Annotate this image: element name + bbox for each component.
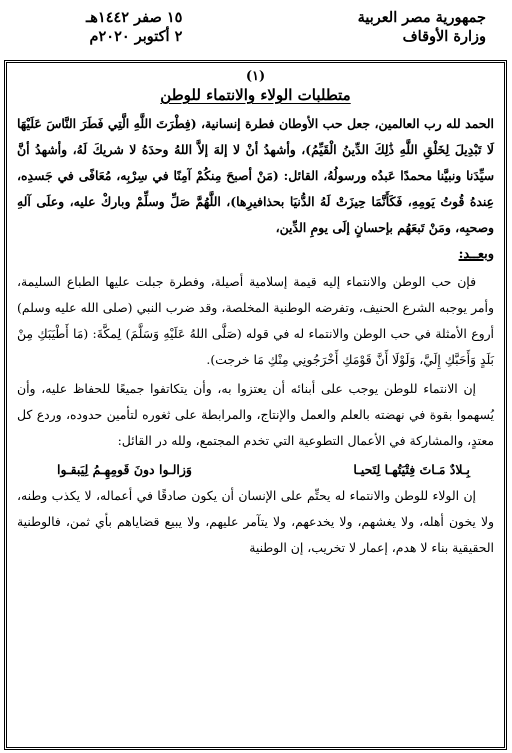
sermon-number: (١) <box>245 69 266 84</box>
hijri-date: ١٥ صفر ١٤٤٢هـ <box>86 9 183 26</box>
sermon-body <box>7 105 504 561</box>
paragraph-love-of-homeland: فإن حب الوطن والانتماء إليه قيمة إسلامية أصيلة، وفطرة جبلت عليها الطباع السليمة، وأمر يوجبه الشرع الحنيف، وتفرضه الوطنية المخلصة، وقد ضرب النبي (صلى الله عليه وسلم) أروع الأمثلة في حب الوطن والانتماء له في قوله (صَلَّى اللهُ عَلَيْهِ وَسَلَّمَ) لِمكَّةَ: (مَا أَطْيَبَكِ مِنْ بَلَدٍ وَأَحَبَّكِ إِلَيَّ، وَلَوْلَا أَنَّ قَوْمَكِ أَخْرَجُونِي مِنْكِ مَا خرجت). <box>17 274 494 367</box>
date-block <box>86 8 182 46</box>
sermon-title: متطلبات الولاء والانتماء للوطن <box>160 86 351 104</box>
issuer-block <box>358 8 486 46</box>
poem-first-hemistich: بِـلادٌ مَـاتَ فِتْيَتُهـا لِتَحيـا <box>353 462 470 477</box>
intro-paragraph: الحمد لله رب العالمين، جعل حب الأوطان فطرة إنسانية، (فِطْرَتَ اللَّهِ الَّتِي فَطَرَ النَّاسَ عَلَيْهَا لَا تَبْدِيلَ لِخَلْقِ اللَّهِ ذَٰلِكَ الدِّينُ الْقَيِّمُ)، وأشهدُ أنْ لا إلهَ إلاَّ اللهُ وحدَهُ لا شريكَ لَهُ، وأشهدُ أنَّ سيِّدَنا ونبيَّنا محمدًا عَبدُه ورسولُهُ، القائل: (مَنْ أصبحَ مِنكُمْ آمِنًا في سِرْبِه، مُعَافًى في جَسدِه، عِندهُ قُوتُ يَومِهِ، فَكَأَنَّمَا حِيزَتْ لَهُ الدُّنيَا بحذافيرِها)، اللَّهُمَّ صَلِّ وسلِّمْ وباركْ عليه، وعلَى آلهِ وصحبِه، ومَنْ تَبعَهُم بإحسانٍ إلَى يومِ الدِّين، <box>17 116 494 235</box>
gregorian-date: ٢ أكتوبر ٢٠٢٠م <box>89 28 183 45</box>
paragraph-belonging-duties: إن الانتماء للوطن يوجب على أبنائه أن يعتزوا به، وأن يتكاتفوا جميعًا للحفاظ عليه، وأن يُسهموا بقوة في نهضته بالعلم والعمل والإنتاج، والمرابطة على ثغوره لتأمين حدوده، وردع كل معتدٍ، والمشاركة في الأعمال التطوعية التي تخدم المجتمع، ولله در القائل: <box>17 381 494 448</box>
ministry-name: وزارة الأوقاف <box>402 28 486 45</box>
sermon-frame <box>4 60 507 750</box>
poem-second-hemistich: وَزالـوا دونَ قَومِهِـمُ لِيَبقـوا <box>57 462 192 477</box>
poem-verse <box>17 457 494 483</box>
page-header <box>0 0 512 62</box>
paragraph-loyalty: إن الولاء للوطن والانتماء له يحتِّم على الإنسان أن يكون صادقًا في أعماله، لا يكذب وطنه، ولا يخون أهله، ولا يغشهم، ولا يخدعهم، ولا يتآمر عليهم، ولا يبيع قضاياهم بأي ثمن، فالوطنية الحقيقية بناء لا هدم، إعمار لا تخريب، إن الوطنية <box>17 488 494 555</box>
waba3d-heading: وبعــد: <box>458 247 494 262</box>
republic-name: جمهورية مصر العربية <box>357 9 486 26</box>
